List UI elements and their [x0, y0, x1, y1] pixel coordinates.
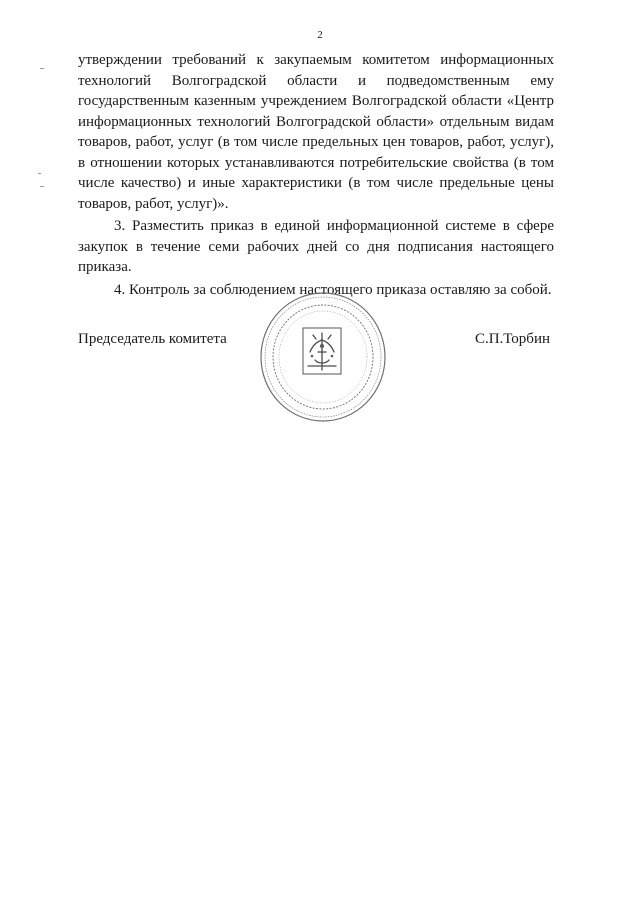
signatory-title: Председатель комитета [78, 331, 227, 347]
official-round-seal-icon [258, 290, 388, 425]
paragraph-item-4: 4. Контроль за соблюдением настоящего приказа оставляю за собой. [114, 281, 552, 298]
margin-mark [40, 68, 44, 69]
document-body [78, 50, 554, 300]
page-number: 2 [317, 29, 323, 41]
margin-mark [40, 186, 44, 187]
paragraph-item-3: 3. Разместить приказ в единой информационной системе в сфере закупок в течение семи рабочих дней со дня подписания настоящего приказа. [78, 218, 554, 275]
paragraph-continuation: утверждении требований к закупаемым комитетом информационных технологий Волгоградской области и подведомственным ему государственным казенным учреждением Волгоградской области «Центр информационных технологий Волгоградской области» отдельным видам товаров, работ, услуг (в том числе предельных цен товаров, работ, услуг), в отношении которых устанавливаются потребительские свойства (в том числе качество) и иные характеристики (в том числе предельные цены товаров, работ, услуг)». [78, 52, 554, 212]
signatory-name: С.П.Торбин [474, 331, 550, 347]
margin-mark [38, 173, 41, 174]
